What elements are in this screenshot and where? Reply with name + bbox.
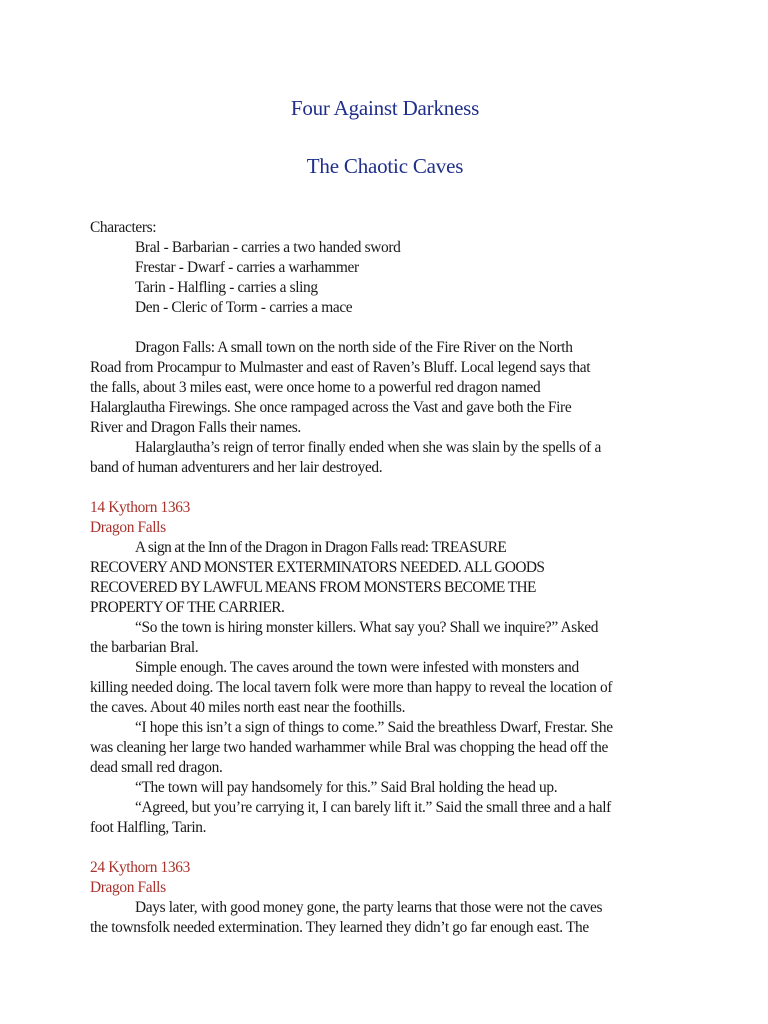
intro-line: River and Dragon Falls their names. (90, 419, 301, 436)
entry-date: 14 Kythorn 1363 (90, 499, 190, 516)
entry-line: foot Halfling, Tarin. (90, 819, 207, 836)
document-subtitle: The Chaotic Caves (306, 154, 464, 178)
entry-line: “I hope this isn’t a sign of things to come.” Said the breathless Dwarf, Frestar. She (135, 719, 613, 736)
document-page (90, 0, 690, 1024)
entry-line: “Agreed, but you’re carrying it, I can barely lift it.” Said the small three and a half (135, 799, 611, 816)
character-entry: Tarin - Halfling - carries a sling (135, 279, 318, 296)
entry-line: RECOVERED BY LAWFUL MEANS FROM MONSTERS BECOME THE (90, 579, 536, 596)
character-entry: Bral - Barbarian - carries a two handed sword (135, 239, 401, 256)
entry-place: Dragon Falls (90, 519, 166, 536)
entry-line: the caves. About 40 miles north east near the foothills. (90, 699, 406, 716)
intro-line: the falls, about 3 miles east, were once home to a powerful red dragon named (90, 379, 541, 396)
character-entry: Den - Cleric of Torm - carries a mace (135, 299, 353, 316)
entry-line: A sign at the Inn of the Dragon in Dragon Falls read: TREASURE (135, 539, 507, 556)
character-entry: Frestar - Dwarf - carries a warhammer (135, 259, 359, 276)
entry-line: Simple enough. The caves around the town were infested with monsters and (135, 659, 579, 676)
entry-line: dead small red dragon. (90, 759, 223, 776)
entry-line: “The town will pay handsomely for this.” Said Bral holding the head up. (135, 779, 558, 796)
entry-line: RECOVERY AND MONSTER EXTERMINATORS NEEDED. ALL GOODS (90, 559, 545, 576)
entry-line: PROPERTY OF THE CARRIER. (90, 599, 285, 616)
entry-line: “So the town is hiring monster killers. What say you? Shall we inquire?” Asked (135, 619, 599, 636)
intro-line: Halarglautha’s reign of terror finally ended when she was slain by the spells of a (135, 439, 601, 456)
intro-line: Dragon Falls: A small town on the north side of the Fire River on the North (135, 339, 573, 356)
document-body (90, 218, 690, 938)
entry-place: Dragon Falls (90, 879, 166, 896)
entry-line: Days later, with good money gone, the party learns that those were not the caves (135, 899, 603, 916)
entry-line: killing needed doing. The local tavern folk were more than happy to reveal the location of (90, 679, 613, 696)
document-title: Four Against Darkness (290, 96, 480, 120)
entry-line: the townsfolk needed extermination. They learned they didn’t go far enough east. The (90, 919, 589, 936)
intro-line: Halarglautha Firewings. She once rampaged across the Vast and gave both the Fire (90, 399, 572, 416)
intro-line: band of human adventurers and her lair destroyed. (90, 459, 383, 476)
intro-line: Road from Procampur to Mulmaster and east of Raven’s Bluff. Local legend says that (90, 359, 591, 376)
entry-date: 24 Kythorn 1363 (90, 859, 190, 876)
entry-line: the barbarian Bral. (90, 639, 199, 656)
entry-line: was cleaning her large two handed warhammer while Bral was chopping the head off the (90, 739, 608, 756)
characters-heading: Characters: (90, 219, 157, 236)
